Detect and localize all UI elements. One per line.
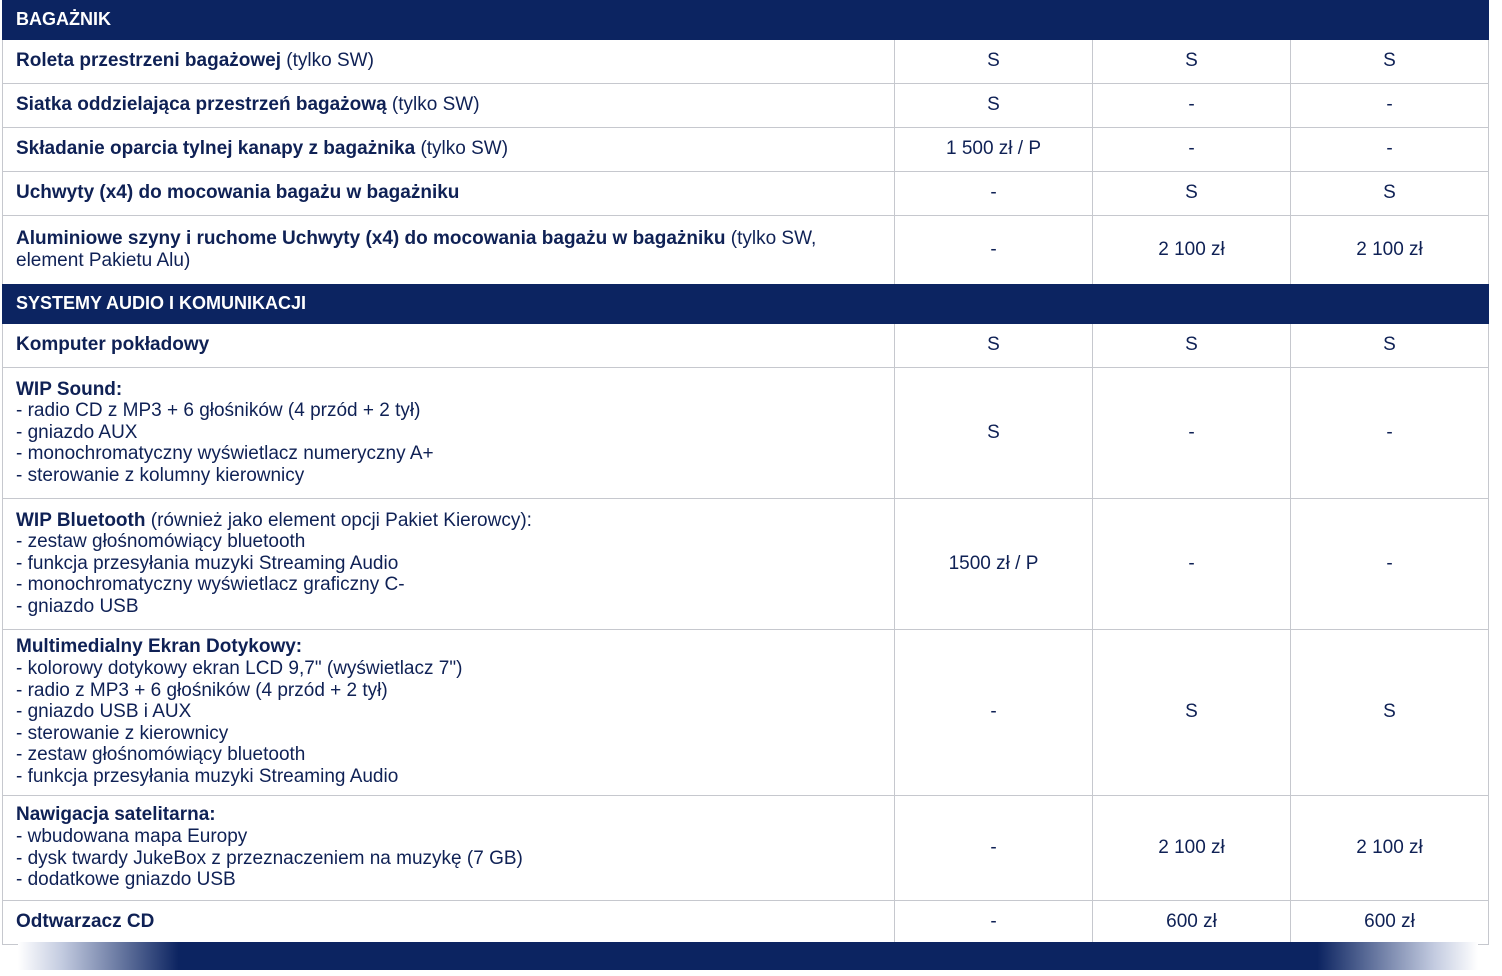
row-value: S <box>895 83 1093 127</box>
row-value: S <box>1093 171 1291 215</box>
row-value: - <box>1291 367 1489 498</box>
row-label-bold: Uchwyty (x4) do mocowania bagażu w bagażniku <box>16 182 460 204</box>
feature-line: - gniazdo USB i AUX <box>16 701 192 723</box>
feature-line: - gniazdo AUX <box>16 421 138 443</box>
row-label-note: (tylko SW, element Pakietu Alu) <box>16 228 817 271</box>
feature-line: - zestaw głośnomówiący bluetooth <box>16 531 306 553</box>
table-row <box>3 795 1489 900</box>
feature-line: - monochromatyczny wyświetlacz numeryczny A+ <box>16 443 434 465</box>
row-label <box>3 498 895 629</box>
row-value: - <box>895 795 1093 900</box>
row-label-bold: Nawigacja satelitarna: <box>16 804 216 826</box>
feature-line: - wbudowana mapa Europy <box>16 825 248 847</box>
row-value: - <box>1093 498 1291 629</box>
row-value: - <box>1093 127 1291 171</box>
feature-line: - dodatkowe gniazdo USB <box>16 869 236 891</box>
table-row <box>3 498 1489 629</box>
table-row <box>3 900 1489 944</box>
row-label-note: (tylko SW) <box>415 138 509 160</box>
row-label-note: (również jako element opcji Pakiet Kierowcy): <box>145 509 532 531</box>
row-label-bold: WIP Bluetooth <box>16 509 146 531</box>
feature-line: - kolorowy dotykowy ekran LCD 9,7" (wyświetlacz 7") <box>16 658 463 680</box>
feature-line: - gniazdo USB <box>16 595 139 617</box>
feature-line: - dysk twardy JukeBox z przeznaczeniem na muzykę (7 GB) <box>16 847 523 869</box>
row-label <box>3 39 895 83</box>
section-title: BAGAŻNIK <box>3 1 895 39</box>
feature-line: - funkcja przesyłania muzyki Streaming Audio <box>16 765 399 787</box>
row-value: - <box>895 215 1093 285</box>
row-value: S <box>1093 629 1291 795</box>
row-value: 600 zł <box>1291 900 1489 944</box>
feature-line: - radio z MP3 + 6 głośników (4 przód + 2 tył) <box>16 679 388 701</box>
table-row <box>3 83 1489 127</box>
row-value: S <box>895 323 1093 367</box>
row-value: 2 100 zł <box>1291 795 1489 900</box>
row-label-bold: Odtwarzacz CD <box>16 911 155 933</box>
row-label-note: (tylko SW) <box>386 94 480 116</box>
row-label <box>3 323 895 367</box>
row-value: 1 500 zł / P <box>895 127 1093 171</box>
row-value: 2 100 zł <box>1291 215 1489 285</box>
feature-line: - zestaw głośnomówiący bluetooth <box>16 744 306 766</box>
row-value: S <box>895 367 1093 498</box>
row-value: S <box>1291 629 1489 795</box>
row-value: - <box>1291 127 1489 171</box>
row-value: S <box>1093 323 1291 367</box>
row-value: 2 100 zł <box>1093 795 1291 900</box>
row-value: S <box>895 39 1093 83</box>
row-label-bold: Siatka oddzielająca przestrzeń bagażową <box>16 94 387 116</box>
table-row <box>3 629 1489 795</box>
row-value: - <box>895 629 1093 795</box>
row-label <box>3 795 895 900</box>
table-row <box>3 367 1489 498</box>
row-value: - <box>1093 367 1291 498</box>
table-row <box>3 39 1489 83</box>
row-value: - <box>1291 498 1489 629</box>
row-label-bold: Roleta przestrzeni bagażowej <box>16 50 282 72</box>
row-label-bold: Aluminiowe szyny i ruchome Uchwyty (x4) do mocowania bagażu w bagażniku <box>16 228 726 250</box>
row-label <box>3 171 895 215</box>
table-row <box>3 323 1489 367</box>
row-value: 1500 zł / P <box>895 498 1093 629</box>
footer-bar <box>18 942 1478 970</box>
row-value: 600 zł <box>1093 900 1291 944</box>
section-header-audio <box>3 285 1489 323</box>
row-label-bold: Komputer pokładowy <box>16 334 210 356</box>
row-label <box>3 127 895 171</box>
row-value: - <box>1093 83 1291 127</box>
row-value: S <box>1093 39 1291 83</box>
section-header-bagaznik <box>3 1 1489 39</box>
row-value: - <box>895 171 1093 215</box>
table-row <box>3 171 1489 215</box>
table-row <box>3 127 1489 171</box>
feature-line: - funkcja przesyłania muzyki Streaming Audio <box>16 552 399 574</box>
row-label <box>3 367 895 498</box>
row-value: S <box>1291 171 1489 215</box>
feature-line: - sterowanie z kolumny kierownicy <box>16 464 305 486</box>
section-title: SYSTEMY AUDIO I KOMUNIKACJI <box>3 285 895 323</box>
row-value: S <box>1291 323 1489 367</box>
row-label <box>3 215 895 285</box>
row-value: S <box>1291 39 1489 83</box>
row-label-bold: Składanie oparcia tylnej kanapy z bagażnika <box>16 138 416 160</box>
equipment-table <box>2 0 1489 945</box>
row-label-bold: WIP Sound: <box>16 378 123 400</box>
row-label-note: (tylko SW) <box>281 50 374 72</box>
feature-line: - sterowanie z kierownicy <box>16 722 229 744</box>
row-value: - <box>1291 83 1489 127</box>
feature-line: - monochromatyczny wyświetlacz graficzny C- <box>16 574 405 596</box>
row-label <box>3 629 895 795</box>
row-label-bold: Multimedialny Ekran Dotykowy: <box>16 636 303 658</box>
row-label <box>3 83 895 127</box>
table-row <box>3 215 1489 285</box>
row-value: - <box>895 900 1093 944</box>
row-label <box>3 900 895 944</box>
row-value: 2 100 zł <box>1093 215 1291 285</box>
feature-line: - radio CD z MP3 + 6 głośników (4 przód + 2 tył) <box>16 400 421 422</box>
